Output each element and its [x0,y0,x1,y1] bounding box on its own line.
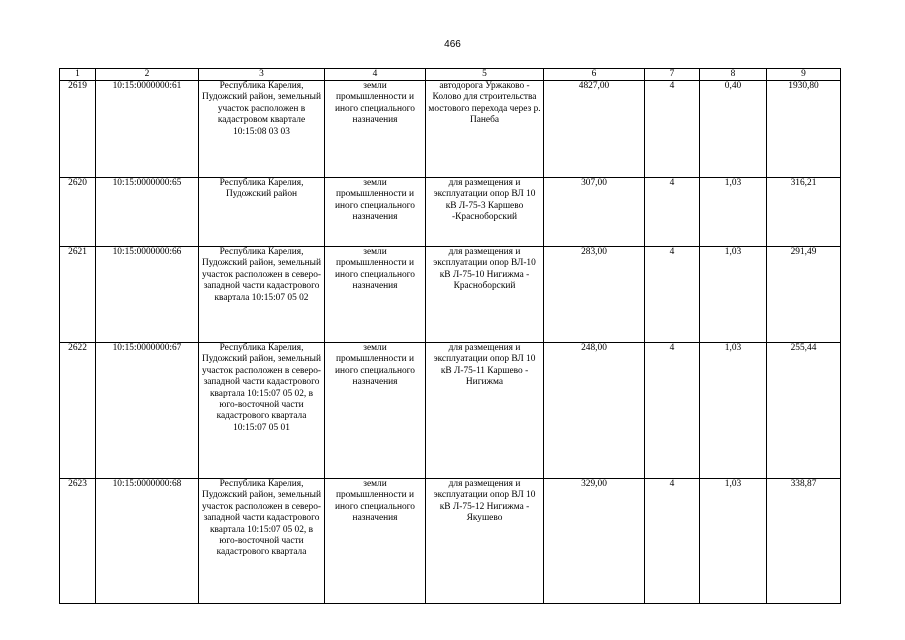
permitted-use: для размещения и эксплуатации опор ВЛ 10 кВ Л-75-3 Каршево -Красноборский [426,178,544,247]
table-row [60,343,841,479]
column-header-5: 5 [426,69,544,81]
column-9-value: 255,44 [767,343,841,479]
area-value: 248,00 [544,343,645,479]
location-description: Республика Карелия, Пудожский район, земельный участок расположен в кадастровом квартале 10:15:08 03 03 [199,81,325,178]
permitted-use: для размещения и эксплуатации опор ВЛ 10 кВ Л-75-11 Каршево - Нигижма [426,343,544,479]
permitted-use: автодорога Уржаково - Колово для строительства мостового перехода через р. Панеба [426,81,544,178]
column-9-value: 291,49 [767,247,841,343]
column-header-3: 3 [199,69,325,81]
row-number: 2621 [60,247,96,343]
column-header-2: 2 [96,69,199,81]
table-body [60,81,841,604]
column-9-value: 316,21 [767,178,841,247]
column-8-value: 0,40 [700,81,767,178]
area-value: 4827,00 [544,81,645,178]
column-header-4: 4 [325,69,426,81]
location-description: Республика Карелия, Пудожский район, земельный участок расположен в северо-западной части кадастрового квартала 10:15:07 05 02, в юго-восточной части кадастрового квартала 10:15:07 05 01 [199,343,325,479]
cadastral-number: 10:15:0000000:67 [96,343,199,479]
land-category: земли промышленности и иного специального назначения [325,81,426,178]
area-value: 329,00 [544,479,645,604]
land-category: земли промышленности и иного специального назначения [325,343,426,479]
header-row [60,69,841,81]
column-9-value: 338,87 [767,479,841,604]
column-header-7: 7 [645,69,700,81]
land-category: земли промышленности и иного специального назначения [325,247,426,343]
location-description: Республика Карелия, Пудожский район, земельный участок расположен в северо-западной части кадастрового квартала 10:15:07 05 02 [199,247,325,343]
column-8-value: 1,03 [700,479,767,604]
cadastral-number: 10:15:0000000:66 [96,247,199,343]
cadastral-number: 10:15:0000000:68 [96,479,199,604]
land-category: земли промышленности и иного специального назначения [325,479,426,604]
location-description: Республика Карелия, Пудожский район [199,178,325,247]
area-value: 307,00 [544,178,645,247]
row-number: 2623 [60,479,96,604]
row-number: 2622 [60,343,96,479]
column-8-value: 1,03 [700,178,767,247]
land-category: земли промышленности и иного специального назначения [325,178,426,247]
table-row [60,81,841,178]
column-8-value: 1,03 [700,247,767,343]
row-number: 2619 [60,81,96,178]
area-value: 283,00 [544,247,645,343]
location-description: Республика Карелия, Пудожский район, земельный участок расположен в северо-западной части кадастрового квартала 10:15:07 05 02, в юго-восточной части кадастрового квартала [199,479,325,604]
table-row [60,178,841,247]
column-header-1: 1 [60,69,96,81]
column-7-value: 4 [645,247,700,343]
column-header-8: 8 [700,69,767,81]
cadastral-number: 10:15:0000000:61 [96,81,199,178]
column-header-6: 6 [544,69,645,81]
permitted-use: для размещения и эксплуатации опор ВЛ 10 кВ Л-75-12 Нигижма - Якушево [426,479,544,604]
page-number: 466 [444,39,461,50]
table-header [60,69,841,81]
column-9-value: 1930,80 [767,81,841,178]
column-7-value: 4 [645,479,700,604]
table-row [60,479,841,604]
table-row [60,247,841,343]
land-registry-table [59,68,841,604]
column-8-value: 1,03 [700,343,767,479]
column-7-value: 4 [645,81,700,178]
column-7-value: 4 [645,343,700,479]
column-7-value: 4 [645,178,700,247]
permitted-use: для размещения и эксплуатации опор ВЛ-10 кВ Л-75-10 Нигижма - Красноборский [426,247,544,343]
column-header-9: 9 [767,69,841,81]
row-number: 2620 [60,178,96,247]
cadastral-number: 10:15:0000000:65 [96,178,199,247]
